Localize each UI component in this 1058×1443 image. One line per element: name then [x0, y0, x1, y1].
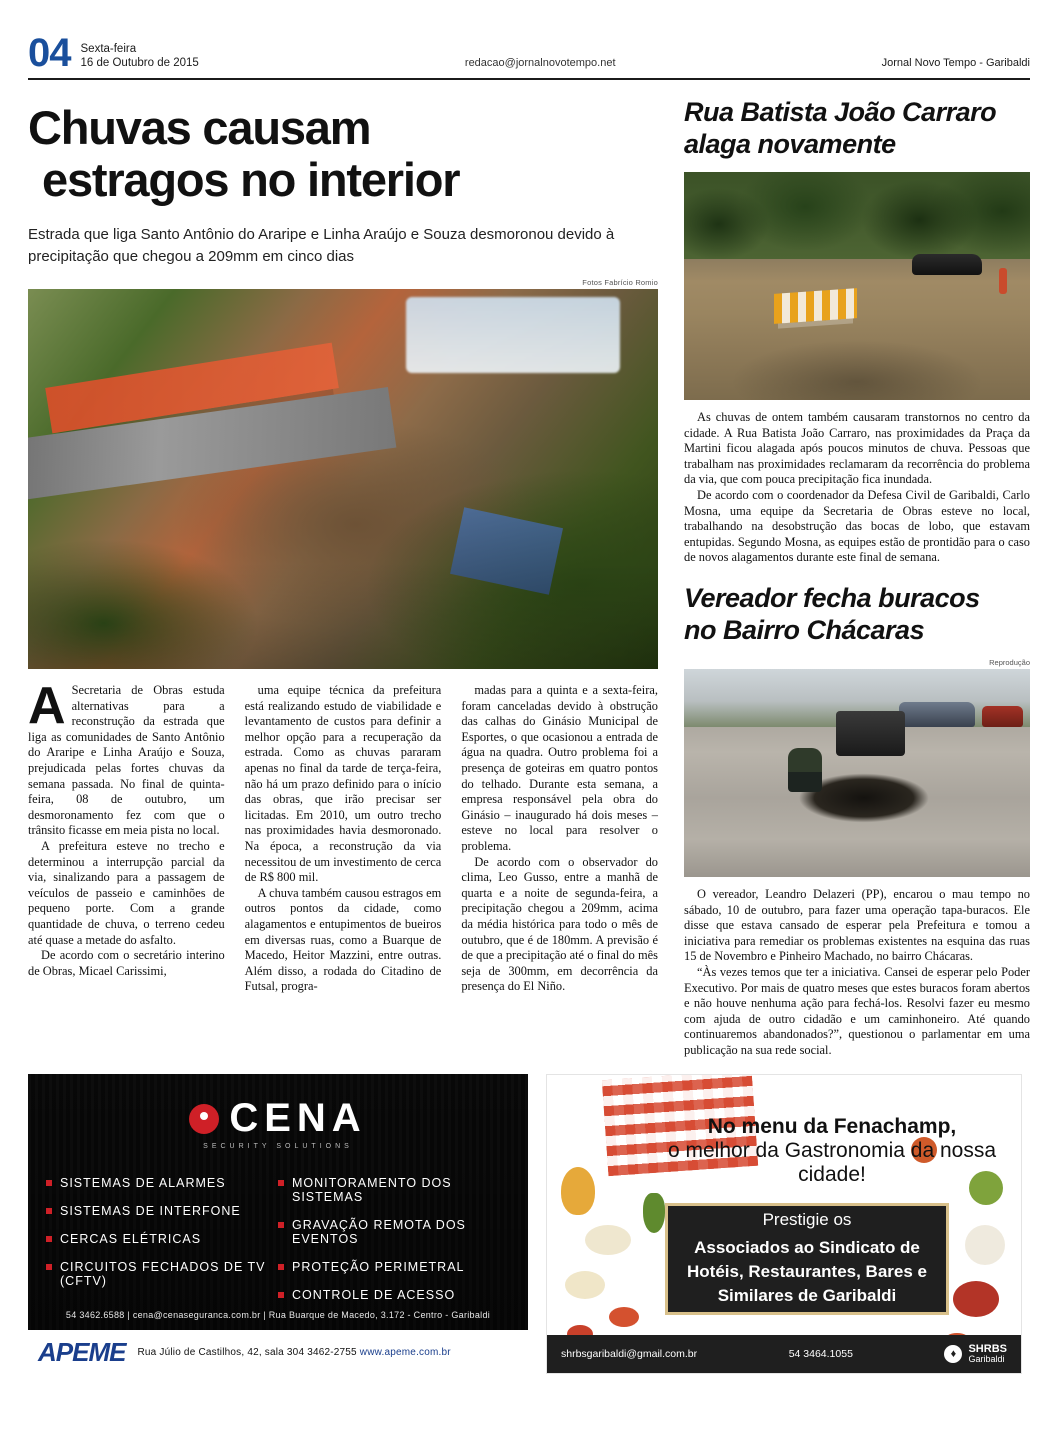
main-article [28, 96, 658, 1058]
side-article-1-headline [684, 96, 1030, 160]
spacer [684, 566, 1030, 582]
apeme-address: Rua Júlio de Castilhos, 42, sala 304 3462-2755 [137, 1346, 357, 1358]
photo-barrier [774, 288, 857, 323]
paragraph: uma equipe técnica da prefeitura está realizando estudo de viabilidade e levantamento de custos para definir a melhor opção para a recuperação da estrada. Como as chuvas pararam apenas no final da tarde de terça-feira, não há um prazo definido para o início das obras, que irão precisar ser licitadas. Em 2010, um outro trecho nas proximidades havia desmoronado. Na época, a reconstrução da via necessitou de um investimento de cerca de R$ 800 mil. [244, 683, 442, 885]
paragraph: De acordo com o observador do clima, Leo Gusso, entre a manhã de quarta e a noite de segunda-feira, a precipitação chegou a 209mm, acima da média histórica para todo o mês de outubro, que é de 180mm. A previsão é de que a precipitação até o final do mês seja de 300mm, em decorrência da presença do El Niño. [461, 854, 658, 994]
page-number: 04 [28, 31, 71, 75]
photo-person [999, 268, 1007, 294]
vegetable-icon [565, 1271, 605, 1299]
list-item: PROTEÇÃO PERIMETRAL [278, 1260, 510, 1274]
cena-services-right [278, 1176, 510, 1316]
paragraph: “Às vezes temos que ter a iniciativa. Cansei de esperar pelo Poder Executivo. Por mais de quatro meses que estes buracos foram abertos e não houve nenhuma ação para fechá-los. Resolvi fazer eu mesmo com ajuda de outro cidadão e um caminhoneiro. Até quando continuaremos abandonados?”, questionou o parlamentar em uma publicação na sua rede social. [684, 964, 1030, 1057]
masthead [28, 22, 1030, 80]
side-article-2-headline-line1: Vereador fecha buracos [684, 582, 980, 613]
advertisements [28, 1074, 1030, 1374]
paragraph [28, 677, 225, 839]
photo-trees [684, 172, 1030, 259]
ad-apeme[interactable] [28, 1330, 528, 1374]
paragraph: As chuvas de ontem também causaram transtornos no centro da cidade. A Rua Batista João Carraro, nas proximidades da Praça da Martini ficou alagada após poucos minutos de chuva. Pessoas que trabalham nas proximidades reclamaram da recorrência do problema da via, que com pouca precipitação fica inundada. [684, 410, 1030, 487]
photo-tarp [450, 507, 563, 595]
fena-message-box [665, 1203, 949, 1315]
fena-box-line2: Associados ao Sindicato de Hotéis, Restaurantes, Bares e Similares de Garibaldi [687, 1238, 927, 1306]
paragraph: A prefeitura esteve no trecho e determinou a interrupção parcial da via, sinalizando para a passagem de veículos de passeio e caminhões de pequeno porte. Com a grande quantidade de chuva, o terreno cedeu até quase a metade do asfalto. [28, 838, 225, 947]
side-article-1-headline-line2: alaga novamente [684, 129, 896, 159]
photo-worker [788, 748, 822, 792]
fena-contact-bar [547, 1335, 1021, 1373]
ad-fenachamp[interactable] [546, 1074, 1022, 1374]
paragraph: De acordo com o secretário interino de Obras, Micael Carissimi, [28, 948, 225, 978]
vegetable-icon [561, 1167, 595, 1215]
masthead-date [81, 42, 199, 72]
side-photo-credit: Reprodução [989, 657, 1030, 667]
photo-truck [836, 711, 905, 757]
list-item: SISTEMAS DE ALARMES [46, 1176, 278, 1190]
paragraph: madas para a quinta e a sexta-feira, foram canceladas devido à obstrução das calhas do Ginásio Municipal de Esportes, o que ocasionou a entrada de água na quadra. Outro problema foi a presença de goteiras em quatro pontos do telhado. Durante esta semana, a empresa responsável pela obra do Ginásio – inaugurado há dois meses – esteve no local para resolver o problema. [461, 683, 658, 853]
location-pin-icon [189, 1104, 219, 1134]
dropcap: A [28, 677, 66, 735]
photo-car-blue [899, 702, 975, 727]
list-item: CIRCUITOS FECHADOS DE TV (CFTV) [46, 1260, 278, 1288]
photo-car [912, 254, 981, 275]
main-article-text [28, 677, 658, 995]
paragraph-text: Secretaria de Obras estuda alternativas para a reconstrução da estrada que liga as comunidades de Santo Antônio do Araripe e Linha Araújo e Souza, prejudicada pelas fortes chuvas da semana passada. No final de quinta-feira, 08 de outubro, um desmoronamento fez com que o trânsito ficasse em meia pista no local. [28, 683, 225, 838]
masthead-left [28, 31, 199, 75]
cena-logo [28, 1074, 528, 1150]
photo-car-red [982, 706, 1024, 727]
cena-contact: 54 3462.6588 | cena@cenaseguranca.com.br | Rua Buarque de Macedo, 3.172 - Centro - Garibaldi [65, 1310, 491, 1321]
masthead-weekday: Sexta-feira [80, 43, 137, 55]
cena-brand: CENA [229, 1096, 367, 1141]
cena-services-left [46, 1176, 278, 1316]
shrbs-logo [944, 1344, 1007, 1364]
list-item: SISTEMAS DE INTERFONE [46, 1204, 278, 1218]
side-photo-flood [684, 172, 1030, 400]
vegetable-icon [585, 1225, 631, 1255]
main-photo-landslide [28, 289, 658, 669]
vegetable-icon [609, 1307, 639, 1327]
apeme-logo-text: APEME [38, 1336, 126, 1367]
page-body [28, 96, 1030, 1058]
main-subhead: Estrada que liga Santo Antônio do Araripe e Linha Araújo e Souza desmoronou devido à precipitação que chegou a 209mm em cinco dias [28, 226, 615, 265]
side-article-1-text [684, 410, 1030, 566]
shrbs-name: SHRBS [968, 1343, 1007, 1356]
apeme-url[interactable]: www.apeme.com.br [359, 1346, 451, 1358]
fena-email[interactable]: shrbsgaribaldi@gmail.com.br [561, 1348, 698, 1361]
side-articles [684, 96, 1030, 1058]
apeme-info [137, 1347, 450, 1358]
shrbs-mark-icon: ♦ [944, 1345, 962, 1363]
paragraph: A chuva também causou estragos em outros pontos da cidade, como alagamentos e entupimentos de bueiros em diversas ruas, como a Buarque de Macedo, Heitor Mazzini, entre outras. Além disso, a rodada do Citadino de Futsal, progra- [244, 885, 442, 994]
side-article-2-headline-line2: no Bairro Chácaras [684, 614, 925, 645]
list-item: CERCAS ELÉTRICAS [46, 1232, 278, 1246]
garlic-icon [965, 1225, 1005, 1265]
photo-sky [406, 297, 620, 373]
cena-services [46, 1176, 510, 1316]
shrbs-logo-text [968, 1344, 1007, 1364]
main-headline [28, 102, 658, 206]
shrbs-sub: Garibaldi [968, 1354, 1005, 1365]
masthead-publication: Jornal Novo Tempo - Garibaldi [881, 57, 1030, 69]
masthead-email: redacao@jornalnovotempo.net [464, 57, 616, 69]
main-photo-credit: Fotos Fabrício Romio [582, 278, 658, 287]
side-photo-pothole [684, 669, 1030, 877]
cena-tagline: SECURITY SOLUTIONS [203, 1143, 353, 1151]
herb-icon [643, 1193, 665, 1233]
fena-headline [657, 1115, 1007, 1187]
list-item: GRAVAÇÃO REMOTA DOS EVENTOS [278, 1218, 510, 1246]
fena-headline-line1: No menu da Fenachamp, [707, 1115, 957, 1139]
side-article-1-headline-line1: Rua Batista João Carraro [684, 97, 997, 127]
list-item: CONTROLE DE ACESSO [278, 1288, 510, 1302]
fena-headline-line2: o melhor da Gastronomia da nossa cidade! [667, 1139, 996, 1187]
masthead-date-value: 16 de Outubro de 2015 [80, 57, 199, 69]
side-article-2-text [684, 887, 1030, 1059]
main-headline-line2: estragos no interior [42, 153, 460, 206]
paragraph: O vereador, Leandro Delazeri (PP), encarou o mau tempo no sábado, 10 de outubro, para fazer uma operação tapa-buracos. Ele disse que estava cansado de esperar pela Prefeitura e tomou a iniciativa para remediar os problemas existentes na esquina das ruas 15 de Novembro e Pinheiro Machado, no bairro Chácaras. [684, 886, 1030, 964]
paragraph: De acordo com o coordenador da Defesa Civil de Garibaldi, Carlo Mosna, uma equipe da Secretaria de Obras esteve no local, trabalhando na desobstrução das bocas de lobo, que estavam entupidas. Segundo Mosna, as equipes estão de prontidão para o caso de novos alagamentos durante este final de semana. [684, 487, 1030, 565]
fena-phone: 54 3464.1055 [788, 1348, 853, 1361]
list-item: MONITORAMENTO DOS SISTEMAS [278, 1176, 510, 1204]
side-article-2-headline [684, 582, 1030, 646]
apeme-logo [38, 1337, 125, 1368]
ad-cena[interactable] [28, 1074, 528, 1374]
tomato-icon [953, 1281, 999, 1317]
fena-box-line1: Prestigie os [762, 1210, 852, 1230]
main-headline-line1: Chuvas causam [28, 101, 371, 154]
